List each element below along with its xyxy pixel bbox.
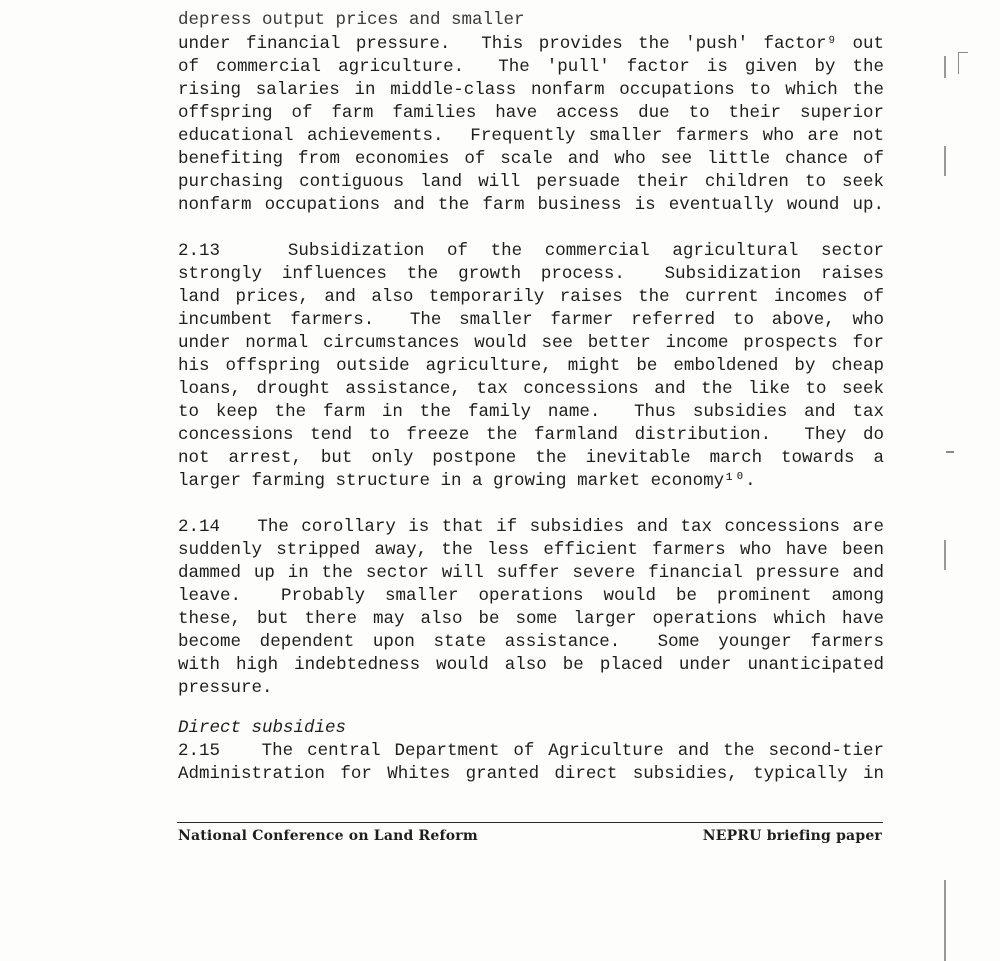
text-line: loans, drought assistance, tax concessions and the like to seek — [178, 379, 884, 399]
text-line: leave. Probably smaller operations would be prominent among — [178, 586, 884, 606]
text-line: offspring of farm families have access due to their superior — [178, 103, 884, 123]
text-line: incumbent farmers. The smaller farmer referred to above, who — [178, 310, 884, 330]
text-line: under financial pressure. This provides the 'push' factor⁹ out — [178, 34, 884, 54]
text-line: become dependent upon state assistance. Some younger farmers — [178, 632, 884, 652]
section-heading: Direct subsidies — [178, 718, 347, 738]
text-line: of commercial agriculture. The 'pull' factor is given by the — [178, 57, 884, 77]
text-line: to keep the farm in the family name. Thus subsidies and tax — [178, 402, 884, 422]
text-line: benefiting from economies of scale and who see little chance of — [178, 149, 884, 169]
footer-rule — [177, 822, 883, 823]
paragraph-2-13-start: 2.13 Subsidization of the commercial agricultural sector — [178, 241, 884, 261]
text-line: Administration for Whites granted direct subsidies, typically in — [178, 764, 884, 784]
paragraph-2-15-start: 2.15 The central Department of Agriculture and the second-tier — [178, 741, 884, 761]
text-line: pressure. — [178, 678, 273, 698]
text-line: purchasing contiguous land will persuade their children to seek — [178, 172, 884, 192]
paragraph-2-14-start: 2.14 The corollary is that if subsidies and tax concessions are — [178, 517, 884, 537]
text-line: suddenly stripped away, the less efficient farmers who have been — [178, 540, 884, 560]
text-line: rising salaries in middle-class nonfarm occupations to which the — [178, 80, 884, 100]
text-line: nonfarm occupations and the farm business is eventually wound up. — [178, 195, 884, 215]
text-line: these, but there may also be some larger operations which have — [178, 609, 884, 629]
text-line: land prices, and also temporarily raises the current incomes of — [178, 287, 884, 307]
text-line: dammed up in the sector will suffer severe financial pressure and — [178, 563, 884, 583]
text-line: strongly influences the growth process. Subsidization raises — [178, 264, 884, 284]
scan-mark — [958, 52, 968, 53]
text-line: depress output prices and smaller — [178, 10, 525, 30]
scan-mark — [946, 451, 954, 453]
text-line: under normal circumstances would see better income prospects for — [178, 333, 884, 353]
scan-mark — [944, 146, 946, 176]
scan-mark — [944, 880, 946, 961]
text-line: not arrest, but only postpone the inevitable march towards a — [178, 448, 884, 468]
scan-mark — [944, 56, 946, 78]
scan-mark — [944, 540, 946, 570]
footer-right: NEPRU briefing paper — [702, 828, 882, 844]
footer-left: National Conference on Land Reform — [178, 828, 478, 844]
scan-mark — [958, 52, 959, 74]
text-line: with high indebtedness would also be placed under unanticipated — [178, 655, 884, 675]
text-line: his offspring outside agriculture, might be emboldened by cheap — [178, 356, 884, 376]
text-line: larger farming structure in a growing market economy¹⁰. — [178, 471, 756, 491]
text-line: educational achievements. Frequently smaller farmers who are not — [178, 126, 884, 146]
text-line: concessions tend to freeze the farmland distribution. They do — [178, 425, 884, 445]
